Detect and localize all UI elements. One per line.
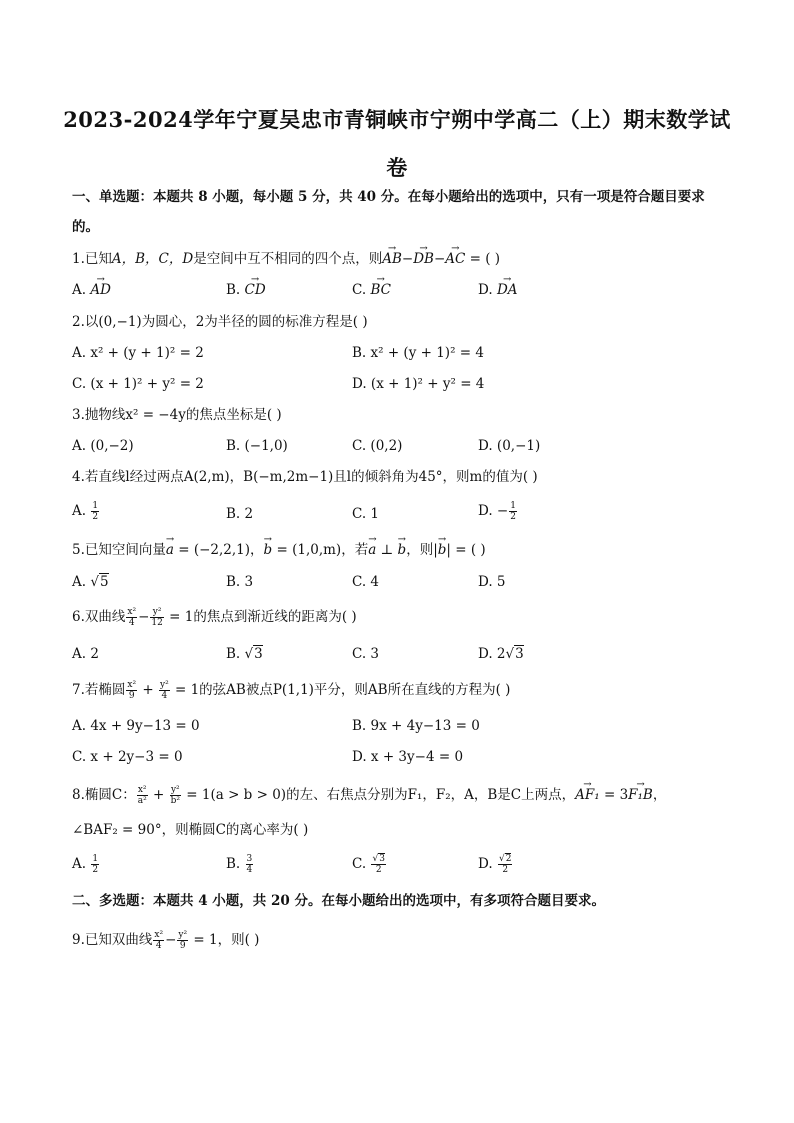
- question-6: 6.双曲线 $\frac{\text{x²}}{4}$ − $\frac{\text{y²}}{12}$ = 1的焦点到渐近线的距离为( ): [72, 607, 357, 628]
- vector-a: → a: [166, 541, 174, 559]
- q8-option-a[interactable]: A. $\frac{1}{2}$: [72, 854, 99, 875]
- q3-option-b[interactable]: B. (−1,0): [226, 438, 288, 454]
- q2-option-d[interactable]: D. (x + 1)² + y² = 4: [352, 376, 485, 392]
- vector-db: → DB: [413, 250, 434, 268]
- q6-option-a[interactable]: A. 2: [72, 646, 99, 662]
- q2-option-a[interactable]: A. x² + (y + 1)² = 2: [72, 345, 204, 361]
- q7-option-d[interactable]: D. x + 3y−4 = 0: [352, 749, 464, 765]
- section-1-heading: 一、单选题：本题共 8 小题，每小题 5 分，共 40 分。在每小题给出的选项中，只有一项是符合题目要求的。: [72, 189, 705, 235]
- q6-option-b[interactable]: B. √3: [226, 646, 263, 662]
- q3-option-d[interactable]: D. (0,−1): [478, 438, 541, 454]
- question-3: 3.抛物线x² = −4y的焦点坐标是( ): [72, 407, 282, 423]
- q8-option-b[interactable]: B. $\frac{3}{4}$: [226, 854, 253, 875]
- fraction: $\frac{\text{x²}}{4}$: [127, 607, 137, 628]
- q1-option-c[interactable]: C. → BC: [352, 281, 391, 299]
- fraction: $\frac{1}{2}$: [92, 501, 99, 522]
- fraction: $\frac{3}{4}$: [246, 854, 253, 875]
- q2-option-c[interactable]: C. (x + 1)² + y² = 2: [72, 376, 204, 392]
- q3-option-c[interactable]: C. (0,2): [352, 438, 403, 454]
- vector-ac: → AC: [445, 250, 465, 268]
- q4-option-b[interactable]: B. 2: [226, 506, 254, 522]
- q5-option-c[interactable]: C. 4: [352, 574, 380, 590]
- q5-option-a[interactable]: A. √5: [72, 574, 109, 590]
- q1-option-a[interactable]: A. → AD: [72, 281, 111, 299]
- q4-option-c[interactable]: C. 1: [352, 506, 380, 522]
- q1-option-b[interactable]: B. → CD: [226, 281, 266, 299]
- q4-option-d[interactable]: D. − $\frac{1}{2}$: [478, 501, 516, 522]
- fraction: $\frac{\text{y²}}{\text{b²}}$: [170, 785, 180, 806]
- vector-f1b: → F₁B: [628, 786, 653, 804]
- question-2: 2.以(0,−1)为圆心，2为半径的圆的标准方程是( ): [72, 314, 368, 330]
- title-line-2: 卷: [386, 155, 408, 180]
- vector-b: → b: [264, 541, 273, 559]
- fraction: $\frac{√2}{2}$: [498, 854, 512, 875]
- question-8: 8.椭圆C： $\frac{\text{x²}}{\text{a²}}$ + $\frac{\text{y²}}{\text{b²}}$ = 1(a > b > 0)的左、右焦点分别为F₁，F₂，A，B是C上两点，→ AF₁ = 3→ F₁B，: [72, 785, 666, 806]
- exam-title: [60, 96, 734, 192]
- fraction: $\frac{\text{y²}}{4}$: [159, 680, 169, 701]
- fraction: $\frac{\text{x²}}{4}$: [154, 930, 164, 951]
- title-line-1: 2023-2024学年宁夏吴忠市青铜峡市宁朔中学高二（上）期末数学试: [63, 107, 731, 132]
- q7-option-a[interactable]: A. 4x + 9y−13 = 0: [72, 718, 200, 734]
- q1-option-d[interactable]: D. → DA: [478, 281, 518, 299]
- question-5: 5.已知空间向量→ a = (−2,2,1)，→ b = (1,0,m)，若→ a ⊥ → b，则|→ b| = ( ): [72, 541, 486, 559]
- vector-af1: → AF₁: [575, 786, 600, 804]
- question-1: 1.已知A，B，C，D是空间中互不相同的四个点，则→ AB−→ DB−→ AC = ( ): [72, 250, 500, 268]
- question-8-line-2: ∠BAF₂ = 90°，则椭圆C的离心率为( ): [72, 822, 309, 838]
- fraction: $\frac{1}{2}$: [510, 501, 516, 522]
- q7-option-c[interactable]: C. x + 2y−3 = 0: [72, 749, 183, 765]
- fraction: $\frac{√3}{2}$: [372, 854, 385, 875]
- fraction: $\frac{\text{y²}}{12}$: [151, 607, 163, 628]
- q6-option-d[interactable]: D. 2√3: [478, 646, 524, 662]
- section-2-heading: 二、多选题：本题共 4 小题，共 20 分。在每小题给出的选项中，有多项符合题目要求。: [72, 893, 605, 909]
- q3-option-a[interactable]: A. (0,−2): [72, 438, 134, 454]
- fraction: $\frac{1}{2}$: [92, 854, 99, 875]
- question-7: 7.若椭圆 $\frac{\text{x²}}{9}$ + $\frac{\text{y²}}{4}$ = 1的弦AB被点P(1,1)平分，则AB所在直线的方程为( ): [72, 680, 511, 701]
- q4-option-a[interactable]: A. $\frac{1}{2}$: [72, 501, 99, 522]
- q5-option-b[interactable]: B. 3: [226, 574, 254, 590]
- q7-option-b[interactable]: B. 9x + 4y−13 = 0: [352, 718, 480, 734]
- fraction: $\frac{\text{x²}}{\text{a²}}$: [137, 785, 147, 806]
- question-4: 4.若直线l经过两点A(2,m)，B(−m,2m−1)且l的倾斜角为45°，则m的值为( ): [72, 469, 538, 485]
- q8-option-c[interactable]: C. $\frac{√3}{2}$: [352, 854, 385, 875]
- fraction: $\frac{\text{y²}}{9}$: [178, 930, 188, 951]
- q8-option-d[interactable]: D. $\frac{√2}{2}$: [478, 854, 512, 875]
- question-9: 9.已知双曲线 $\frac{\text{x²}}{4}$ − $\frac{\text{y²}}{9}$ = 1，则( ): [72, 930, 260, 951]
- q6-option-c[interactable]: C. 3: [352, 646, 380, 662]
- fraction: $\frac{\text{x²}}{9}$: [127, 680, 137, 701]
- q2-option-b[interactable]: B. x² + (y + 1)² = 4: [352, 345, 484, 361]
- vector-ab: → AB: [382, 250, 402, 268]
- q5-option-d[interactable]: D. 5: [478, 574, 506, 590]
